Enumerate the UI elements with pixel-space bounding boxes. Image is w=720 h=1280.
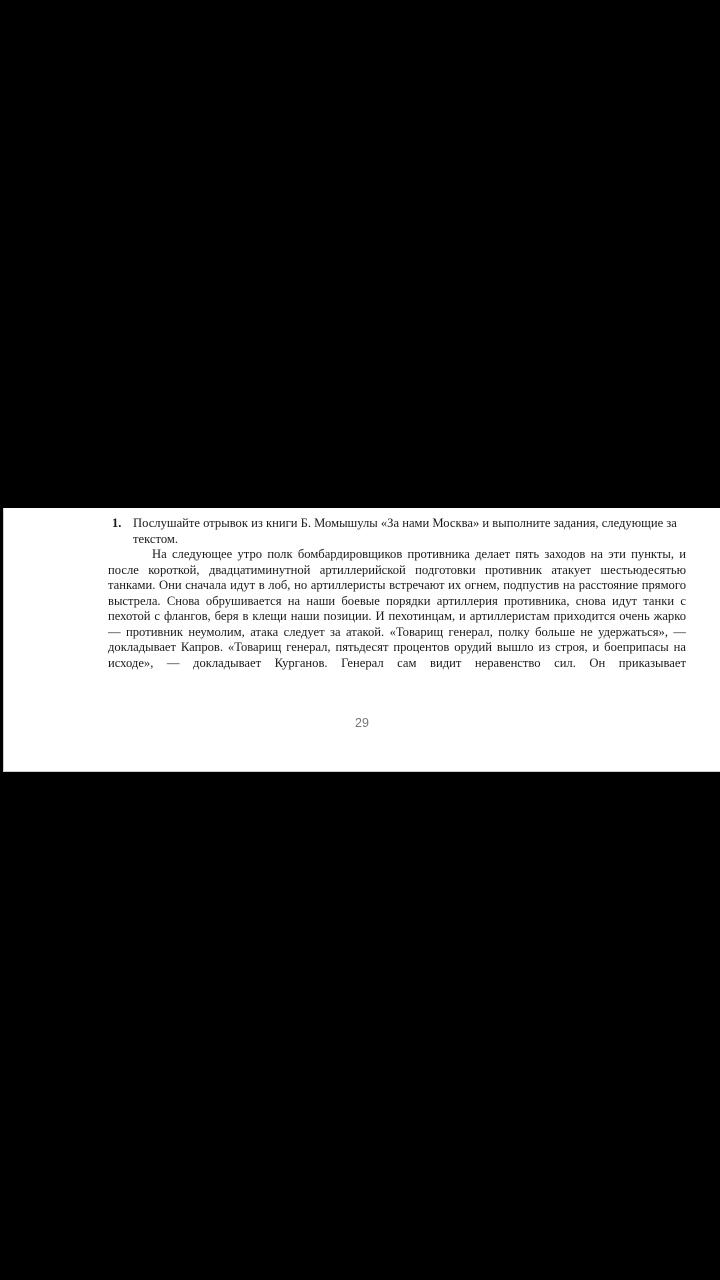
task-instruction: Послушайте отрывок из книги Б. Момышулы «За нами Москва» и выполните задания, следующие за текстом. [133, 516, 677, 546]
page-number: 29 [355, 716, 369, 730]
task-heading [108, 516, 686, 547]
task-number: 1. [112, 516, 122, 530]
page-content [108, 516, 686, 671]
text-paragraph: На следующее утро полк бомбардировщиков противника делает пять заходов на эти пункты, и после короткой, двадцатиминутной артиллерийской подготовки противник атакует шестьюдесятью танками. Они сначала идут в лоб, но артиллеристы встречают их огнем, подпустив на расстояние прямого выстрела. Снова обрушивается на наши боевые порядки артиллерия противника, снова идут танки с пехотой с флангов, беря в клещи наши позиции. И пехотинцам, и артиллеристам приходится очень жарко — противник неумолим, атака следует за атакой. «Товарищ генерал, полку больше не удержаться», — докладывает Капров. «Товарищ генерал, пятьдесят процентов орудий вышло из строя, и боеприпасы на исходе», — докладывает Курганов. Генерал сам видит неравенство сил. Он приказывает [108, 547, 686, 670]
document-page [3, 508, 720, 772]
